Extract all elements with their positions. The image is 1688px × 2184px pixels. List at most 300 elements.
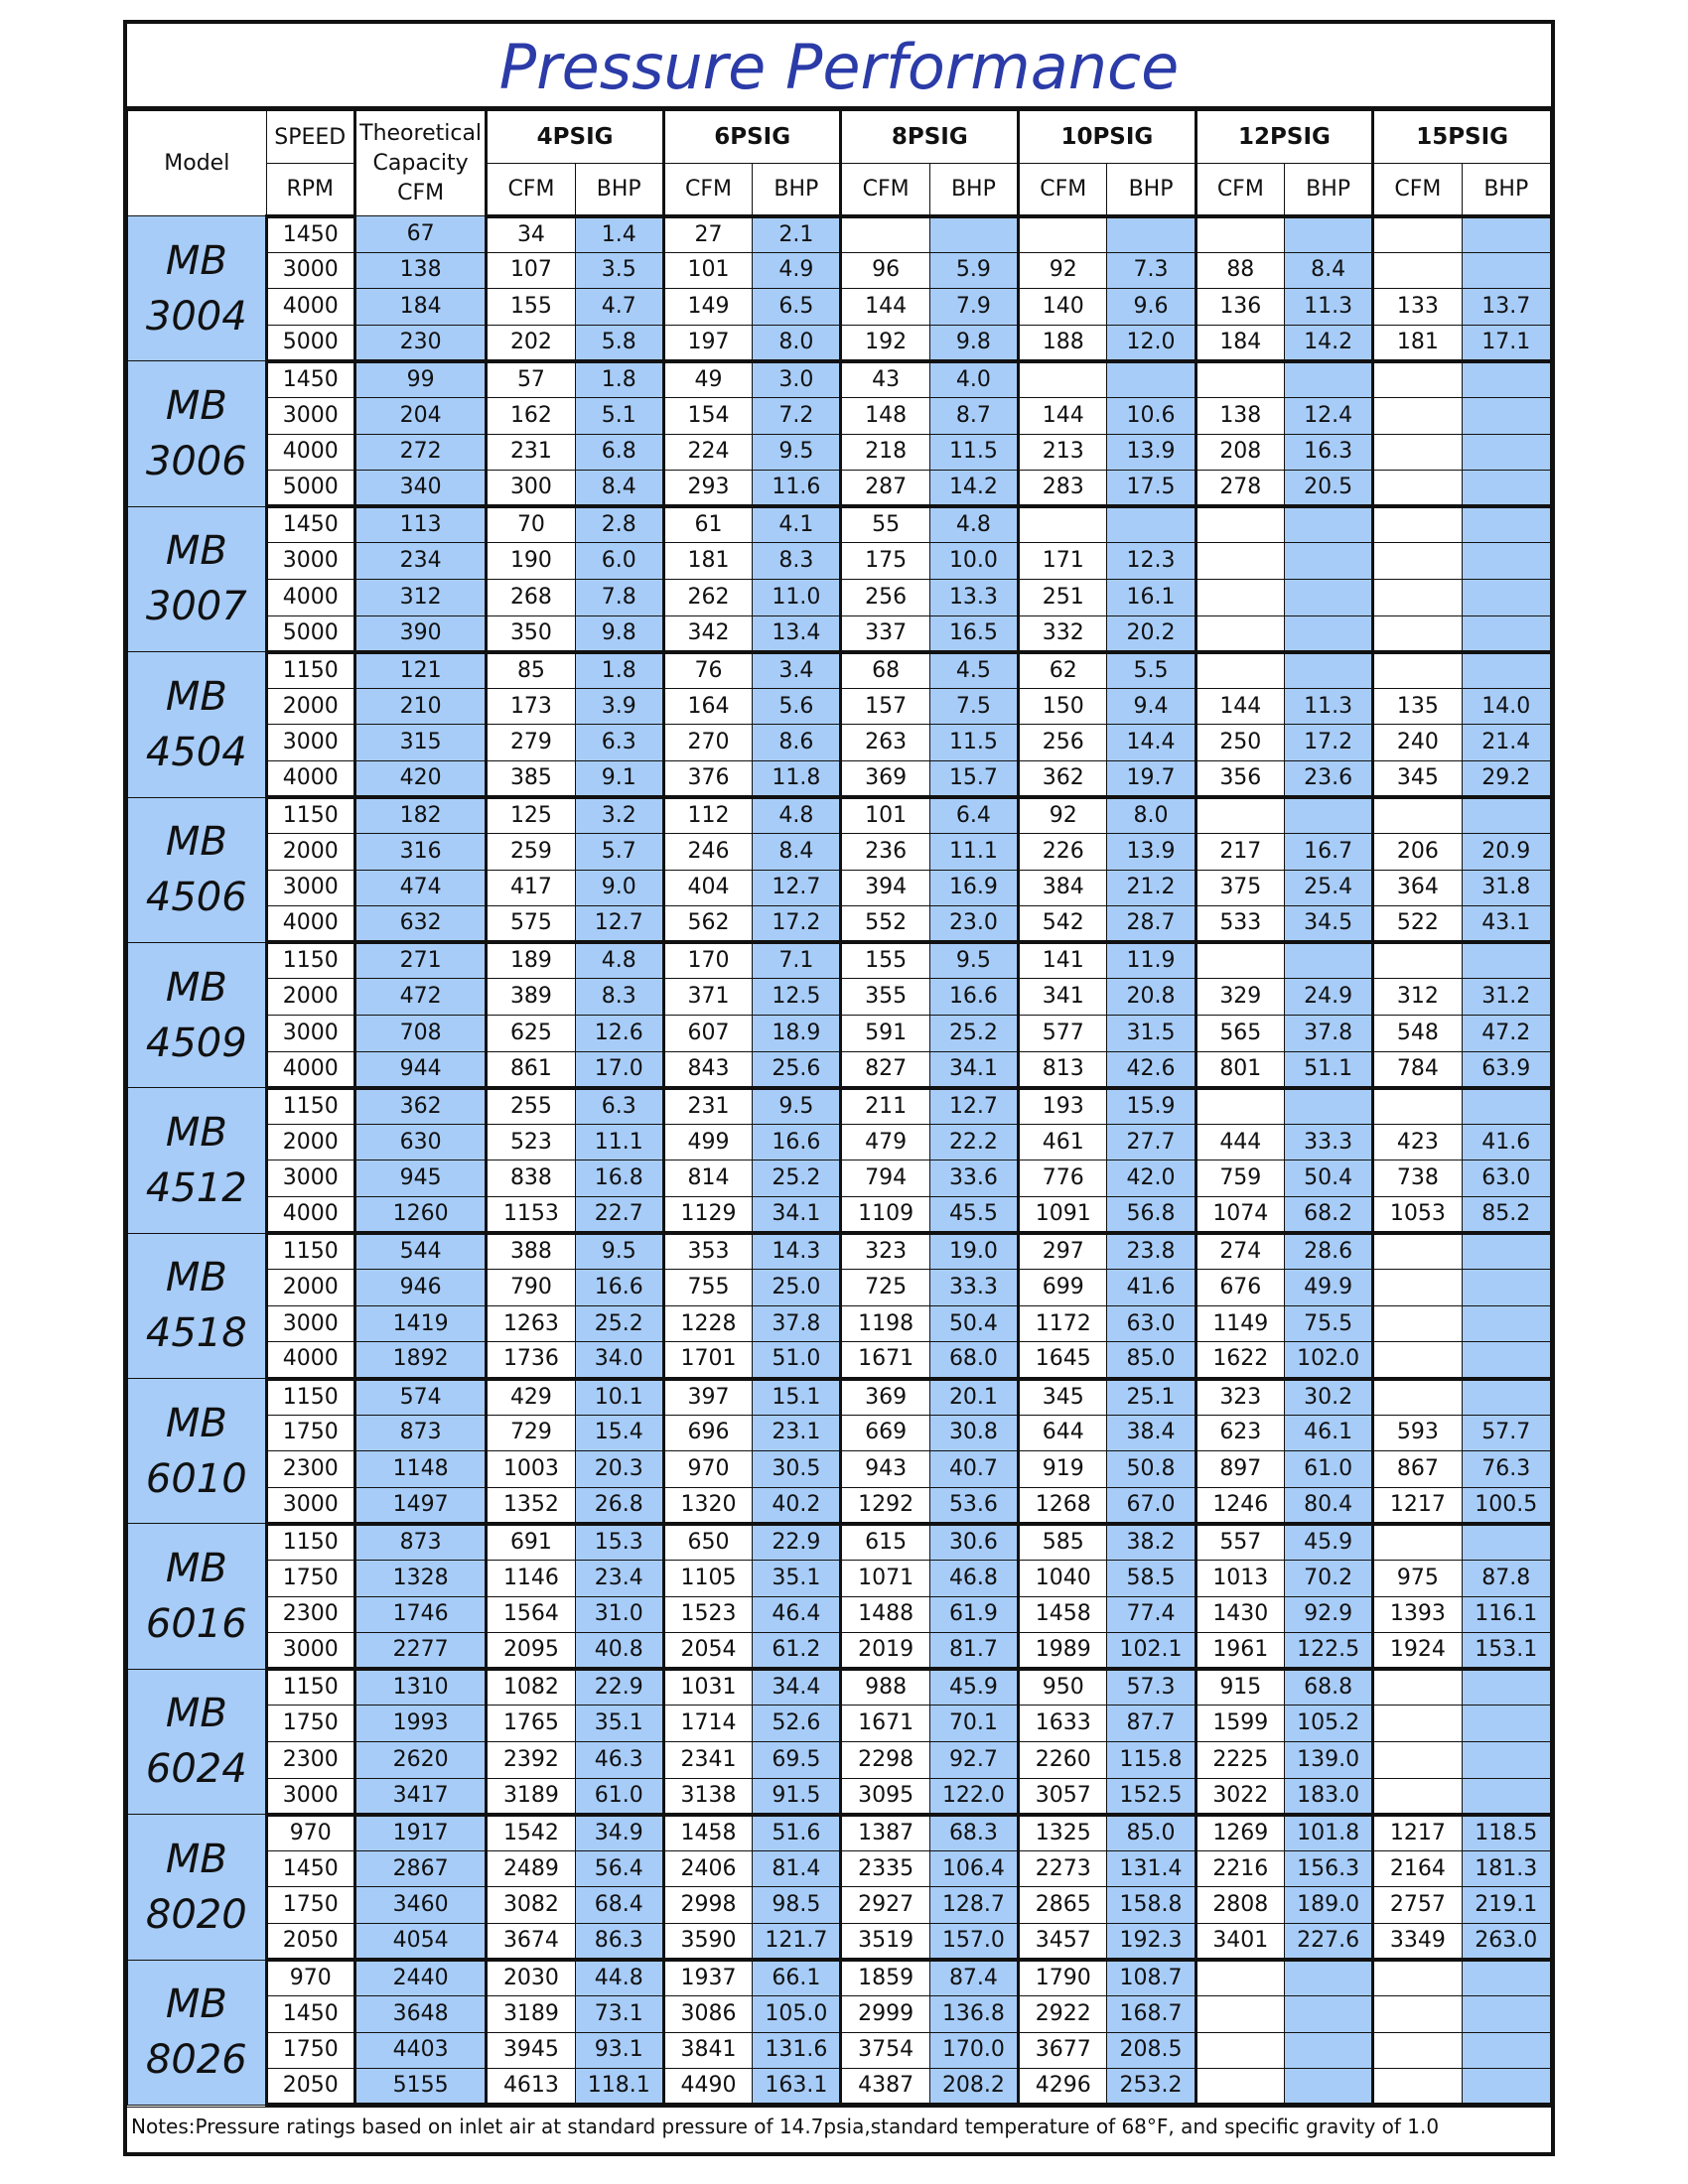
capacity-cell: 2620 [354,1741,486,1778]
speed-cell: 1150 [266,942,354,979]
table-row [128,361,1551,398]
cfm-cell: 696 [663,1415,752,1451]
capacity-cell: 5155 [354,2069,486,2106]
bhp-cell: 8.0 [753,325,841,361]
bhp-cell: 40.2 [753,1487,841,1524]
cfm-cell [1373,1960,1462,1996]
model-name: MB 3006 [128,361,267,506]
table-row [128,252,1551,289]
model-name: MB 6024 [128,1669,267,1814]
bhp-cell: 9.8 [929,325,1018,361]
bhp-cell: 139.0 [1284,1741,1372,1778]
cfm-cell: 369 [841,760,929,797]
bhp-cell: 5.1 [575,397,663,434]
cfm-cell [1196,543,1284,580]
bhp-cell: 38.2 [1107,1524,1196,1561]
cfm-cell: 988 [841,1669,929,1706]
cfm-cell: 1765 [487,1706,575,1742]
cfm-cell: 867 [1373,1451,1462,1488]
cfm-cell: 287 [841,471,929,507]
speed-cell: 3000 [266,1305,354,1342]
speed-cell: 2300 [266,1596,354,1633]
bhp-cell [1284,506,1372,543]
capacity-cell: 272 [354,434,486,471]
cfm-cell: 155 [841,942,929,979]
cfm-cell [1019,506,1107,543]
bhp-cell: 11.6 [753,471,841,507]
capacity-cell: 390 [354,615,486,652]
bhp-cell: 11.5 [929,725,1018,761]
cfm-cell: 101 [841,797,929,834]
cfm-cell: 575 [487,906,575,943]
capacity-cell: 1497 [354,1487,486,1524]
bhp-cell: 56.4 [575,1850,663,1887]
cfm-cell: 623 [1196,1415,1284,1451]
bhp-cell: 57.3 [1107,1669,1196,1706]
cfm-cell: 76 [663,652,752,689]
table-row [128,834,1551,871]
cfm-cell: 3086 [663,1996,752,2033]
bhp-cell: 157.0 [929,1923,1018,1960]
cfm-cell [1373,652,1462,689]
bhp-cell: 19.0 [929,1233,1018,1270]
model-name: MB 8026 [128,1960,267,2105]
bhp-cell [1284,797,1372,834]
bhp-cell: 22.7 [575,1197,663,1234]
cfm-cell: 2392 [487,1741,575,1778]
bhp-cell: 17.1 [1462,325,1550,361]
cfm-cell: 213 [1019,434,1107,471]
bhp-cell: 11.3 [1284,688,1372,725]
cfm-cell: 385 [487,760,575,797]
bhp-cell: 16.6 [575,1270,663,1306]
bhp-cell [1462,1270,1550,1306]
bhp-cell: 101.8 [1284,1815,1372,1851]
cfm-cell: 397 [663,1379,752,1416]
cfm-cell: 522 [1373,906,1462,943]
table-row [128,1596,1551,1633]
speed-cell: 1150 [266,1088,354,1125]
model-column-header: Model [128,111,267,216]
table-row [128,289,1551,326]
cfm-cell: 236 [841,834,929,871]
bhp-cell [1462,1379,1550,1416]
cfm-cell: 533 [1196,906,1284,943]
bhp-cell: 7.5 [929,688,1018,725]
speed-cell: 4000 [266,1197,354,1234]
bhp-cell: 45.5 [929,1197,1018,1234]
cfm-cell: 1352 [487,1487,575,1524]
cfm-cell [1373,797,1462,834]
bhp-cell [1462,2032,1550,2069]
bhp-cell [1462,1960,1550,1996]
cfm-cell: 975 [1373,1560,1462,1596]
bhp-cell [1284,2069,1372,2106]
bhp-cell [929,216,1018,253]
bhp-cell: 3.0 [753,361,841,398]
cfm-cell: 625 [487,1016,575,1052]
cfm-cell: 2225 [1196,1741,1284,1778]
model-name: MB 6010 [128,1379,267,1524]
bhp-cell [1284,652,1372,689]
table-row [128,760,1551,797]
bhp-cell: 46.8 [929,1560,1018,1596]
bhp-cell: 67.0 [1107,1487,1196,1524]
cfm-cell [1373,1342,1462,1379]
bhp-cell: 7.9 [929,289,1018,326]
cfm-cell: 814 [663,1160,752,1197]
bhp-cell: 17.2 [1284,725,1372,761]
table-row [128,1887,1551,1924]
cfm-cell: 136 [1196,289,1284,326]
cfm-cell: 919 [1019,1451,1107,1488]
speed-cell: 3000 [266,1487,354,1524]
cfm-cell: 332 [1019,615,1107,652]
speed-column-header: SPEED [266,111,354,164]
cfm-subheader: CFM [841,164,929,216]
bhp-cell: 50.8 [1107,1451,1196,1488]
speed-cell: 3000 [266,1160,354,1197]
table-row [128,615,1551,652]
cfm-cell: 1599 [1196,1706,1284,1742]
cfm-cell: 2757 [1373,1887,1462,1924]
speed-cell: 5000 [266,325,354,361]
cfm-cell [1373,1778,1462,1815]
cfm-cell [1373,2032,1462,2069]
bhp-cell: 9.4 [1107,688,1196,725]
cfm-cell: 125 [487,797,575,834]
bhp-cell: 34.1 [753,1197,841,1234]
speed-cell: 5000 [266,471,354,507]
table-row [128,1197,1551,1234]
bhp-cell: 192.3 [1107,1923,1196,1960]
table-row [128,1379,1551,1416]
bhp-cell: 13.7 [1462,289,1550,326]
psig-header-15: 15PSIG [1373,111,1551,164]
cfm-cell: 43 [841,361,929,398]
bhp-cell: 181.3 [1462,1850,1550,1887]
bhp-cell: 61.0 [575,1778,663,1815]
speed-cell: 1150 [266,1669,354,1706]
bhp-cell: 68.0 [929,1342,1018,1379]
cfm-cell: 107 [487,252,575,289]
capacity-cell: 210 [354,688,486,725]
bhp-cell: 6.3 [575,725,663,761]
cfm-cell: 4296 [1019,2069,1107,2106]
cfm-cell: 224 [663,434,752,471]
table-row [128,1160,1551,1197]
cfm-cell: 1172 [1019,1305,1107,1342]
cfm-cell: 2260 [1019,1741,1107,1778]
cfm-cell: 4387 [841,2069,929,2106]
bhp-cell: 189.0 [1284,1887,1372,1924]
table-row [128,688,1551,725]
cfm-cell: 218 [841,434,929,471]
cfm-cell [1373,1524,1462,1561]
capacity-cell: 574 [354,1379,486,1416]
capacity-column-header: Theoretical Capacity CFM [354,111,486,216]
table-row [128,1996,1551,2033]
bhp-cell [1107,216,1196,253]
cfm-cell: 364 [1373,870,1462,906]
bhp-cell: 28.6 [1284,1233,1372,1270]
bhp-cell: 42.6 [1107,1051,1196,1088]
speed-cell: 2050 [266,2069,354,2106]
bhp-cell: 30.6 [929,1524,1018,1561]
cfm-cell [1373,1305,1462,1342]
speed-cell: 3000 [266,252,354,289]
bhp-cell: 66.1 [753,1960,841,1996]
cfm-cell: 270 [663,725,752,761]
bhp-subheader: BHP [929,164,1018,216]
bhp-cell: 152.5 [1107,1778,1196,1815]
capacity-cell: 362 [354,1088,486,1125]
cfm-cell: 170 [663,942,752,979]
cfm-cell: 1129 [663,1197,752,1234]
bhp-cell: 12.0 [1107,325,1196,361]
bhp-cell: 8.3 [753,543,841,580]
bhp-cell: 4.1 [753,506,841,543]
cfm-cell: 157 [841,688,929,725]
cfm-cell: 376 [663,760,752,797]
bhp-cell: 263.0 [1462,1923,1550,1960]
bhp-cell: 23.6 [1284,760,1372,797]
bhp-cell [1462,397,1550,434]
bhp-cell: 13.9 [1107,834,1196,871]
speed-cell: 4000 [266,289,354,326]
capacity-cell: 99 [354,361,486,398]
cfm-cell: 784 [1373,1051,1462,1088]
speed-cell: 3000 [266,725,354,761]
table-row [128,1524,1551,1561]
speed-cell: 1750 [266,1415,354,1451]
cfm-cell [1373,1706,1462,1742]
speed-cell: 1150 [266,652,354,689]
bhp-cell: 21.2 [1107,870,1196,906]
bhp-cell: 20.1 [929,1379,1018,1416]
bhp-cell: 33.3 [1284,1124,1372,1160]
table-row [128,1270,1551,1306]
cfm-cell: 369 [841,1379,929,1416]
speed-cell: 4000 [266,1342,354,1379]
capacity-cell: 3648 [354,1996,486,2033]
cfm-cell: 88 [1196,252,1284,289]
cfm-subheader: CFM [487,164,575,216]
cfm-cell: 181 [1373,325,1462,361]
cfm-cell: 1149 [1196,1305,1284,1342]
bhp-cell: 75.5 [1284,1305,1372,1342]
speed-cell: 1150 [266,797,354,834]
bhp-cell: 33.6 [929,1160,1018,1197]
table-row [128,506,1551,543]
bhp-cell: 52.6 [753,1706,841,1742]
cfm-cell [1373,1996,1462,2033]
cfm-cell: 1387 [841,1815,929,1851]
cfm-cell: 312 [1373,979,1462,1016]
cfm-cell: 231 [663,1088,752,1125]
table-row [128,1088,1551,1125]
bhp-cell: 208.2 [929,2069,1018,2106]
bhp-cell: 37.8 [1284,1016,1372,1052]
speed-cell: 1150 [266,1233,354,1270]
table-body [128,216,1551,2106]
cfm-cell: 843 [663,1051,752,1088]
bhp-cell: 10.1 [575,1379,663,1416]
cfm-cell: 1071 [841,1560,929,1596]
cfm-cell: 394 [841,870,929,906]
bhp-cell: 3.5 [575,252,663,289]
table-row [128,1560,1551,1596]
bhp-cell [1284,361,1372,398]
cfm-cell: 565 [1196,1016,1284,1052]
cfm-cell: 2865 [1019,1887,1107,1924]
capacity-cell: 946 [354,1270,486,1306]
cfm-cell: 154 [663,397,752,434]
bhp-cell: 51.6 [753,1815,841,1851]
table-row [128,2069,1551,2106]
bhp-cell: 25.4 [1284,870,1372,906]
bhp-cell: 3.4 [753,652,841,689]
capacity-cell: 4403 [354,2032,486,2069]
bhp-cell: 92.7 [929,1741,1018,1778]
capacity-cell: 234 [354,543,486,580]
cfm-cell [1196,615,1284,652]
cfm-cell: 1003 [487,1451,575,1488]
cfm-cell: 384 [1019,870,1107,906]
speed-cell: 1450 [266,361,354,398]
cfm-cell: 345 [1373,760,1462,797]
table-row [128,2032,1551,2069]
model-name: MB 6016 [128,1524,267,1669]
cfm-cell [1019,216,1107,253]
cfm-cell: 3945 [487,2032,575,2069]
cfm-subheader: CFM [663,164,752,216]
model-name: MB 4509 [128,942,267,1087]
cfm-cell [1373,942,1462,979]
cfm-cell: 255 [487,1088,575,1125]
bhp-cell: 9.6 [1107,289,1196,326]
cfm-cell [1196,506,1284,543]
bhp-cell: 81.7 [929,1633,1018,1670]
bhp-cell: 34.5 [1284,906,1372,943]
cfm-cell: 3138 [663,1778,752,1815]
table-row [128,797,1551,834]
capacity-cell: 3417 [354,1778,486,1815]
model-name: MB 3004 [128,216,267,361]
bhp-cell: 7.1 [753,942,841,979]
speed-cell: 1450 [266,506,354,543]
cfm-cell: 1031 [663,1669,752,1706]
bhp-cell: 41.6 [1107,1270,1196,1306]
bhp-cell [1462,1706,1550,1742]
cfm-cell [841,216,929,253]
capacity-cell: 544 [354,1233,486,1270]
cfm-cell [1373,216,1462,253]
cfm-cell: 801 [1196,1051,1284,1088]
bhp-cell: 35.1 [575,1706,663,1742]
bhp-cell [1462,1778,1550,1815]
table-row [128,543,1551,580]
bhp-cell: 4.0 [929,361,1018,398]
bhp-cell: 53.6 [929,1487,1018,1524]
cfm-cell: 112 [663,797,752,834]
psig-header-12: 12PSIG [1196,111,1373,164]
bhp-cell: 81.4 [753,1850,841,1887]
bhp-cell [1462,252,1550,289]
cfm-cell: 256 [1019,725,1107,761]
bhp-cell: 26.8 [575,1487,663,1524]
cfm-cell: 337 [841,615,929,652]
cfm-cell: 759 [1196,1160,1284,1197]
cfm-cell: 1542 [487,1815,575,1851]
bhp-cell: 7.3 [1107,252,1196,289]
bhp-cell: 156.3 [1284,1850,1372,1887]
bhp-cell: 2.8 [575,506,663,543]
cfm-cell: 1859 [841,1960,929,1996]
cfm-cell: 1053 [1373,1197,1462,1234]
cfm-cell: 404 [663,870,752,906]
capacity-cell: 472 [354,979,486,1016]
bhp-cell: 41.6 [1462,1124,1550,1160]
cfm-cell: 1622 [1196,1342,1284,1379]
cfm-cell: 283 [1019,471,1107,507]
cfm-cell: 827 [841,1051,929,1088]
bhp-cell: 3.2 [575,797,663,834]
bhp-cell [1284,543,1372,580]
cfm-cell: 1040 [1019,1560,1107,1596]
bhp-cell: 69.5 [753,1741,841,1778]
capacity-cell: 316 [354,834,486,871]
table-row [128,1815,1551,1851]
cfm-cell: 1790 [1019,1960,1107,1996]
capacity-cell: 113 [354,506,486,543]
cfm-cell: 1736 [487,1342,575,1379]
table-row [128,1778,1551,1815]
cfm-cell: 444 [1196,1124,1284,1160]
cfm-cell: 776 [1019,1160,1107,1197]
speed-cell: 1450 [266,216,354,253]
table-row [128,1741,1551,1778]
bhp-cell: 1.4 [575,216,663,253]
capacity-cell: 2277 [354,1633,486,1670]
capacity-cell: 2440 [354,1960,486,1996]
cfm-cell: 2808 [1196,1887,1284,1924]
bhp-cell [1284,1996,1372,2033]
capacity-cell: 315 [354,725,486,761]
speed-cell: 1150 [266,1379,354,1416]
bhp-cell: 34.0 [575,1342,663,1379]
cfm-cell: 943 [841,1451,929,1488]
bhp-cell [1462,471,1550,507]
bhp-cell: 6.3 [575,1088,663,1125]
bhp-cell: 14.4 [1107,725,1196,761]
cfm-cell: 2030 [487,1960,575,1996]
bhp-cell: 22.9 [753,1524,841,1561]
cfm-cell: 1217 [1373,1815,1462,1851]
bhp-cell: 34.9 [575,1815,663,1851]
bhp-cell [1284,615,1372,652]
capacity-cell: 632 [354,906,486,943]
cfm-cell: 577 [1019,1016,1107,1052]
capacity-cell: 1917 [354,1815,486,1851]
cfm-cell: 790 [487,1270,575,1306]
cfm-cell: 755 [663,1270,752,1306]
bhp-cell: 12.4 [1284,397,1372,434]
bhp-cell: 30.8 [929,1415,1018,1451]
bhp-cell: 11.1 [575,1124,663,1160]
table-row [128,1016,1551,1052]
bhp-cell: 12.5 [753,979,841,1016]
